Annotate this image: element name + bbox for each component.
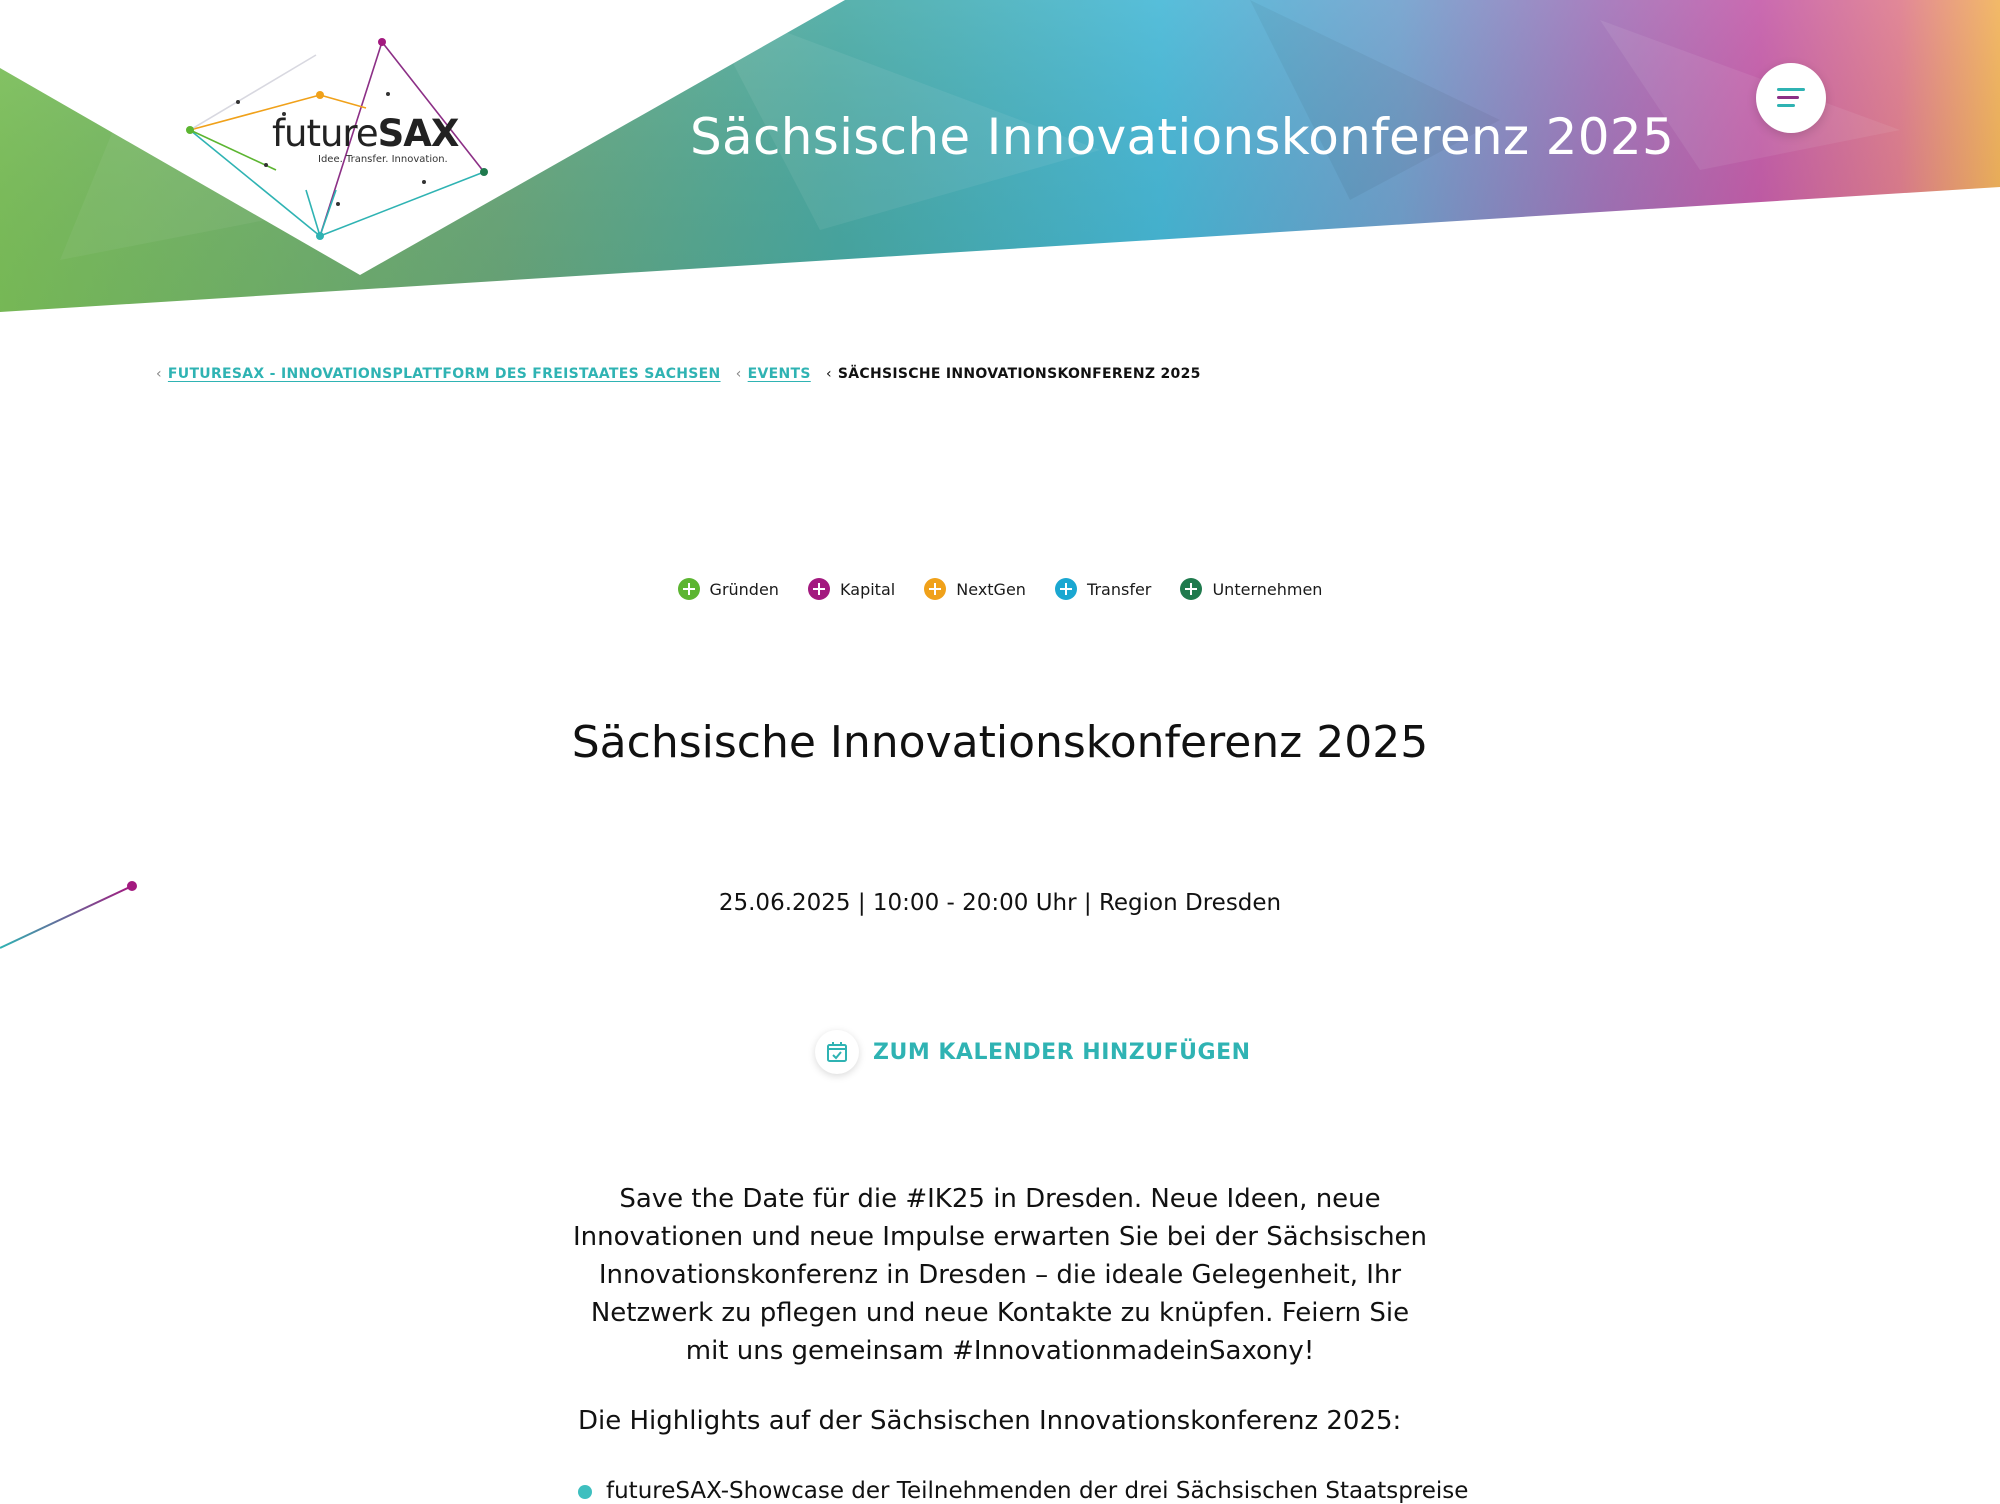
calendar-check-icon [815, 1030, 859, 1074]
category-tags [0, 578, 2000, 604]
hero-banner [0, 0, 2000, 320]
bullet-icon [578, 1485, 592, 1499]
tag-kapital[interactable]: Kapital [808, 578, 895, 600]
tag-transfer[interactable]: Transfer [1055, 578, 1151, 600]
logo-wordmark: futureSAX [272, 112, 459, 155]
menu-button[interactable] [1756, 63, 1826, 133]
breadcrumb [156, 366, 1201, 382]
tag-gruenden[interactable]: Gründen [678, 578, 779, 600]
add-to-calendar-label: ZUM KALENDER HINZUFÜGEN [873, 1039, 1251, 1065]
event-title: Sächsische Innovationskonferenz 2025 [571, 717, 1429, 768]
plus-icon [924, 578, 946, 600]
logo-tagline: Idee. Transfer. Innovation. [318, 154, 448, 165]
futuresax-logo[interactable] [176, 30, 496, 280]
chevron-left-icon: ‹ [825, 366, 832, 382]
highlights-heading: Die Highlights auf der Sächsischen Innovationskonferenz 2025: [578, 1406, 1402, 1436]
chevron-left-icon: ‹ [735, 366, 742, 382]
hamburger-icon [1777, 87, 1805, 109]
add-to-calendar-button[interactable] [815, 1030, 1251, 1074]
hero-title: Sächsische Innovationskonferenz 2025 [690, 108, 1675, 166]
tag-nextgen[interactable]: NextGen [924, 578, 1026, 600]
plus-icon [678, 578, 700, 600]
chevron-left-icon: ‹ [156, 366, 162, 382]
plus-icon [1055, 578, 1077, 600]
breadcrumb-link-home[interactable]: FUTURESAX - INNOVATIONSPLATTFORM DES FREISTAATES SACHSEN [167, 366, 721, 382]
plus-icon [808, 578, 830, 600]
breadcrumb-link-events[interactable]: EVENTS [747, 366, 811, 382]
event-description: Save the Date für die #IK25 in Dresden. Neue Ideen, neue Innovationen und neue Impulse erwarten Sie bei der Sächsischen Innovationskonferenz in Dresden – die ideale Gelegenheit, Ihr Netzwerk zu pflegen und neue Kontakte zu knüpfen. Feiern Sie mit uns gemeinsam #InnovationmadeinSaxony! [572, 1184, 1428, 1366]
event-meta: 25.06.2025 | 10:00 - 20:00 Uhr | Region Dresden [718, 890, 1282, 916]
list-item: futureSAX-Showcase der Teilnehmenden der drei Sächsischen Staatspreise [578, 1478, 1468, 1504]
breadcrumb-current: SÄCHSISCHE INNOVATIONSKONFERENZ 2025 [837, 366, 1201, 382]
plus-icon [1180, 578, 1202, 600]
tag-unternehmen[interactable]: Unternehmen [1180, 578, 1322, 600]
